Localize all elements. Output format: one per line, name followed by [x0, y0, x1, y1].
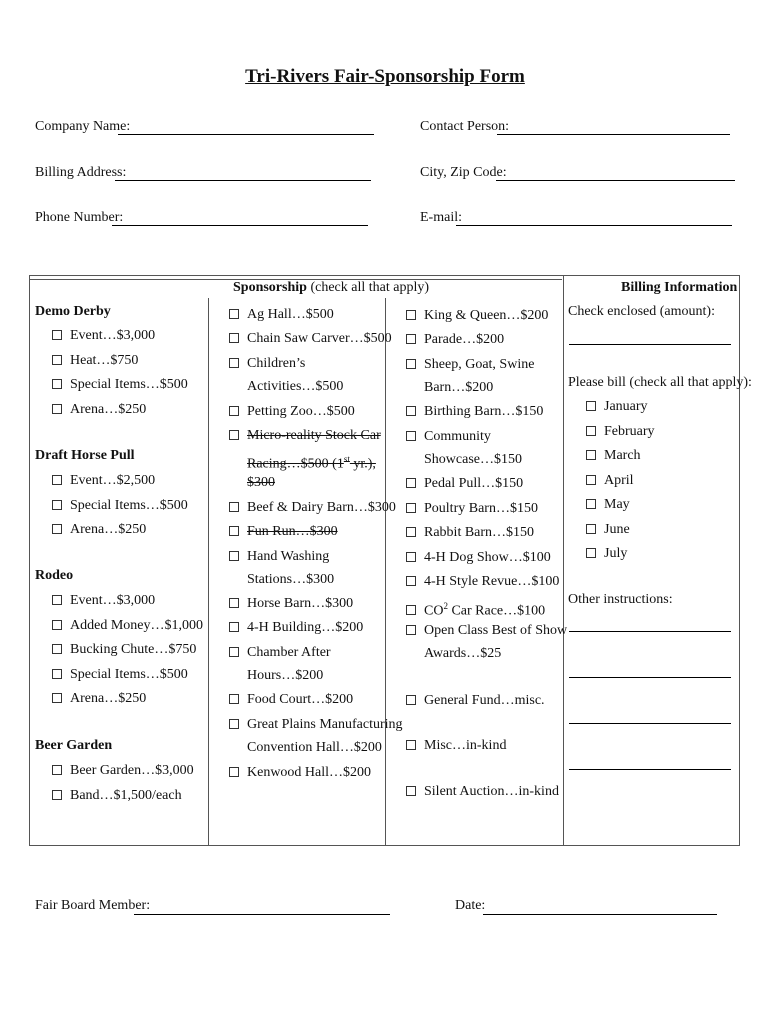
list-item[interactable]: Food Court…$200	[229, 688, 353, 712]
checkbox-icon[interactable]	[586, 548, 596, 558]
sponsorship-header: Sponsorship (check all that apply)	[233, 280, 429, 295]
list-item[interactable]: Parade…$200	[406, 328, 504, 352]
checkbox-icon[interactable]	[406, 359, 416, 369]
checkbox-icon[interactable]	[406, 527, 416, 537]
list-item[interactable]: Arena…$250	[52, 687, 146, 711]
list-item-continuation: Hours…$200	[247, 668, 324, 683]
list-item[interactable]: Special Items…$500	[52, 663, 188, 687]
phone-number-field[interactable]	[112, 225, 368, 226]
list-item-continuation: Awards…$25	[424, 646, 502, 661]
checkbox-icon[interactable]	[406, 786, 416, 796]
list-item[interactable]: Open Class Best of Show	[406, 619, 567, 643]
checkbox-icon[interactable]	[406, 576, 416, 586]
please-bill-label: Please bill (check all that apply):	[568, 375, 752, 390]
list-item[interactable]: Heat…$750	[52, 349, 138, 373]
list-item[interactable]: Event…$3,000	[52, 324, 155, 348]
list-item-continuation: Barn…$200	[424, 380, 494, 395]
list-item[interactable]: 4-H Dog Show…$100	[406, 546, 551, 570]
checkbox-icon[interactable]	[52, 790, 62, 800]
list-item[interactable]: Arena…$250	[52, 518, 146, 542]
column-divider-1	[208, 298, 209, 845]
checkbox-icon[interactable]	[52, 693, 62, 703]
date-field[interactable]	[483, 914, 717, 915]
checkbox-icon[interactable]	[406, 552, 416, 562]
checkbox-icon[interactable]	[52, 765, 62, 775]
month-option[interactable]: March	[586, 444, 641, 468]
list-item[interactable]: Great Plains Manufacturing	[229, 713, 403, 737]
draft-horse-pull-title: Draft Horse Pull	[35, 448, 135, 463]
month-option[interactable]: January	[586, 395, 648, 419]
checkbox-icon[interactable]	[229, 551, 239, 561]
checkbox-icon[interactable]	[52, 595, 62, 605]
billing-header: Billing Information	[621, 280, 738, 295]
list-item[interactable]: Chamber After	[229, 641, 331, 665]
checkbox-icon[interactable]	[586, 499, 596, 509]
list-item[interactable]: Petting Zoo…$500	[229, 400, 355, 424]
checkbox-icon[interactable]	[586, 524, 596, 534]
checkbox-icon[interactable]	[406, 503, 416, 513]
checkbox-icon[interactable]	[52, 379, 62, 389]
checkbox-icon[interactable]	[52, 644, 62, 654]
list-item[interactable]: Beer Garden…$3,000	[52, 759, 194, 783]
checkbox-icon[interactable]	[229, 719, 239, 729]
check-amount-field[interactable]	[569, 344, 731, 345]
list-item[interactable]: Poultry Barn…$150	[406, 497, 538, 521]
fair-board-member-field[interactable]	[134, 914, 390, 915]
month-option[interactable]: July	[586, 542, 627, 566]
checkbox-icon[interactable]	[586, 426, 596, 436]
checkbox-icon[interactable]	[406, 334, 416, 344]
checkbox-icon[interactable]	[406, 310, 416, 320]
date-label: Date:	[455, 898, 486, 913]
checkbox-icon[interactable]	[229, 358, 239, 368]
form-title: Tri-Rivers Fair-Sponsorship Form	[245, 66, 525, 87]
list-item[interactable]: Added Money…$1,000	[52, 614, 203, 638]
list-item[interactable]: Kenwood Hall…$200	[229, 761, 371, 785]
list-item[interactable]: Hand Washing	[229, 545, 329, 569]
list-item[interactable]: Horse Barn…$300	[229, 592, 353, 616]
checkbox-icon[interactable]	[406, 740, 416, 750]
checkbox-icon[interactable]	[406, 431, 416, 441]
list-item[interactable]: Ag Hall…$500	[229, 303, 334, 327]
list-item[interactable]: $CO^2$ Car Race…$100	[406, 594, 545, 624]
list-item-continuation: Stations…$300	[247, 572, 335, 587]
checkbox-icon[interactable]	[586, 450, 596, 460]
checkbox-icon[interactable]	[229, 333, 239, 343]
company-name-field[interactable]	[118, 134, 374, 135]
list-item-continuation: Racing…$500 (1st yr.),	[247, 454, 376, 472]
checkbox-icon[interactable]	[52, 404, 62, 414]
list-item[interactable]: Pedal Pull…$150	[406, 472, 523, 496]
list-item[interactable]: Event…$3,000	[52, 589, 155, 613]
month-option[interactable]: February	[586, 420, 655, 444]
city-zip-field[interactable]	[496, 180, 735, 181]
other-instructions-line-2[interactable]	[569, 677, 731, 678]
other-instructions-label: Other instructions:	[568, 592, 673, 607]
contact-person-field[interactable]	[497, 134, 730, 135]
billing-address-label: Billing Address:	[35, 165, 127, 180]
list-item[interactable]: Special Items…$500	[52, 494, 188, 518]
checkbox-icon[interactable]	[406, 695, 416, 705]
list-item[interactable]: Micro-reality Stock Car	[229, 424, 381, 448]
city-zip-label: City, Zip Code:	[420, 165, 507, 180]
check-enclosed-label: Check enclosed (amount):	[568, 304, 715, 319]
checkbox-icon[interactable]	[229, 647, 239, 657]
list-item[interactable]: Chain Saw Carver…$500	[229, 327, 392, 351]
checkbox-icon[interactable]	[52, 475, 62, 485]
month-option[interactable]: June	[586, 518, 630, 542]
checkbox-icon[interactable]	[229, 622, 239, 632]
list-item-continuation: Convention Hall…$200	[247, 740, 382, 755]
checkbox-icon[interactable]	[406, 625, 416, 635]
list-item[interactable]: Arena…$250	[52, 398, 146, 422]
column-divider-3	[563, 276, 564, 845]
rodeo-title: Rodeo	[35, 568, 74, 583]
checkbox-icon[interactable]	[406, 478, 416, 488]
checkbox-icon[interactable]	[52, 330, 62, 340]
demo-derby-title: Demo Derby	[35, 304, 111, 319]
list-item-continuation: $300	[247, 475, 275, 490]
checkbox-icon[interactable]	[229, 694, 239, 704]
list-item[interactable]: General Fund…misc.	[406, 689, 545, 713]
other-instructions-line-4[interactable]	[569, 769, 731, 770]
list-item[interactable]: Band…$1,500/each	[52, 784, 182, 808]
checkbox-icon[interactable]	[586, 401, 596, 411]
checkbox-icon[interactable]	[229, 309, 239, 319]
checkbox-icon[interactable]	[52, 500, 62, 510]
list-item[interactable]: Special Items…$500	[52, 373, 188, 397]
month-option[interactable]: April	[586, 469, 634, 493]
list-item-continuation: Showcase…$150	[424, 452, 522, 467]
company-name-label: Company Name:	[35, 119, 131, 134]
checkbox-icon[interactable]	[52, 669, 62, 679]
checkbox-icon[interactable]	[52, 524, 62, 534]
beer-garden-title: Beer Garden	[35, 738, 113, 753]
list-item[interactable]: Silent Auction…in-kind	[406, 780, 559, 804]
list-item[interactable]: Birthing Barn…$150	[406, 400, 543, 424]
checkbox-icon[interactable]	[229, 526, 239, 536]
checkbox-icon[interactable]	[229, 406, 239, 416]
contact-person-label: Contact Person:	[420, 119, 510, 134]
checkbox-icon[interactable]	[586, 475, 596, 485]
email-label: E-mail:	[420, 210, 462, 225]
list-item[interactable]: 4-H Style Revue…$100	[406, 570, 559, 594]
checkbox-icon[interactable]	[229, 598, 239, 608]
list-item[interactable]: Bucking Chute…$750	[52, 638, 196, 662]
sponsorship-table	[29, 275, 752, 846]
email-field[interactable]	[456, 225, 732, 226]
list-item[interactable]: Children’s	[229, 352, 305, 376]
list-item[interactable]: Fun Run…$300	[229, 520, 338, 544]
checkbox-icon[interactable]	[406, 406, 416, 416]
list-item[interactable]: King & Queen…$200	[406, 304, 548, 328]
list-item[interactable]: Rabbit Barn…$150	[406, 521, 534, 545]
other-instructions-line-3[interactable]	[569, 723, 731, 724]
list-item[interactable]: Misc…in-kind	[406, 734, 506, 758]
fair-board-member-label: Fair Board Member:	[35, 898, 151, 913]
other-instructions-line-1[interactable]	[569, 631, 731, 632]
billing-address-field[interactable]	[115, 180, 371, 181]
checkbox-icon[interactable]	[406, 605, 416, 615]
checkbox-icon[interactable]	[229, 767, 239, 777]
checkbox-icon[interactable]	[52, 620, 62, 630]
list-item[interactable]: Community	[406, 425, 491, 449]
list-item-continuation: Activities…$500	[247, 379, 344, 394]
column-divider-2	[385, 298, 386, 845]
checkbox-icon[interactable]	[229, 430, 239, 440]
list-item[interactable]: 4-H Building…$200	[229, 616, 363, 640]
list-item[interactable]: Beef & Dairy Barn…$300	[229, 496, 396, 520]
month-option[interactable]: May	[586, 493, 630, 517]
list-item[interactable]: Event…$2,500	[52, 469, 155, 493]
checkbox-icon[interactable]	[52, 355, 62, 365]
list-item[interactable]: Sheep, Goat, Swine	[406, 353, 534, 377]
checkbox-icon[interactable]	[229, 502, 239, 512]
phone-number-label: Phone Number:	[35, 210, 124, 225]
